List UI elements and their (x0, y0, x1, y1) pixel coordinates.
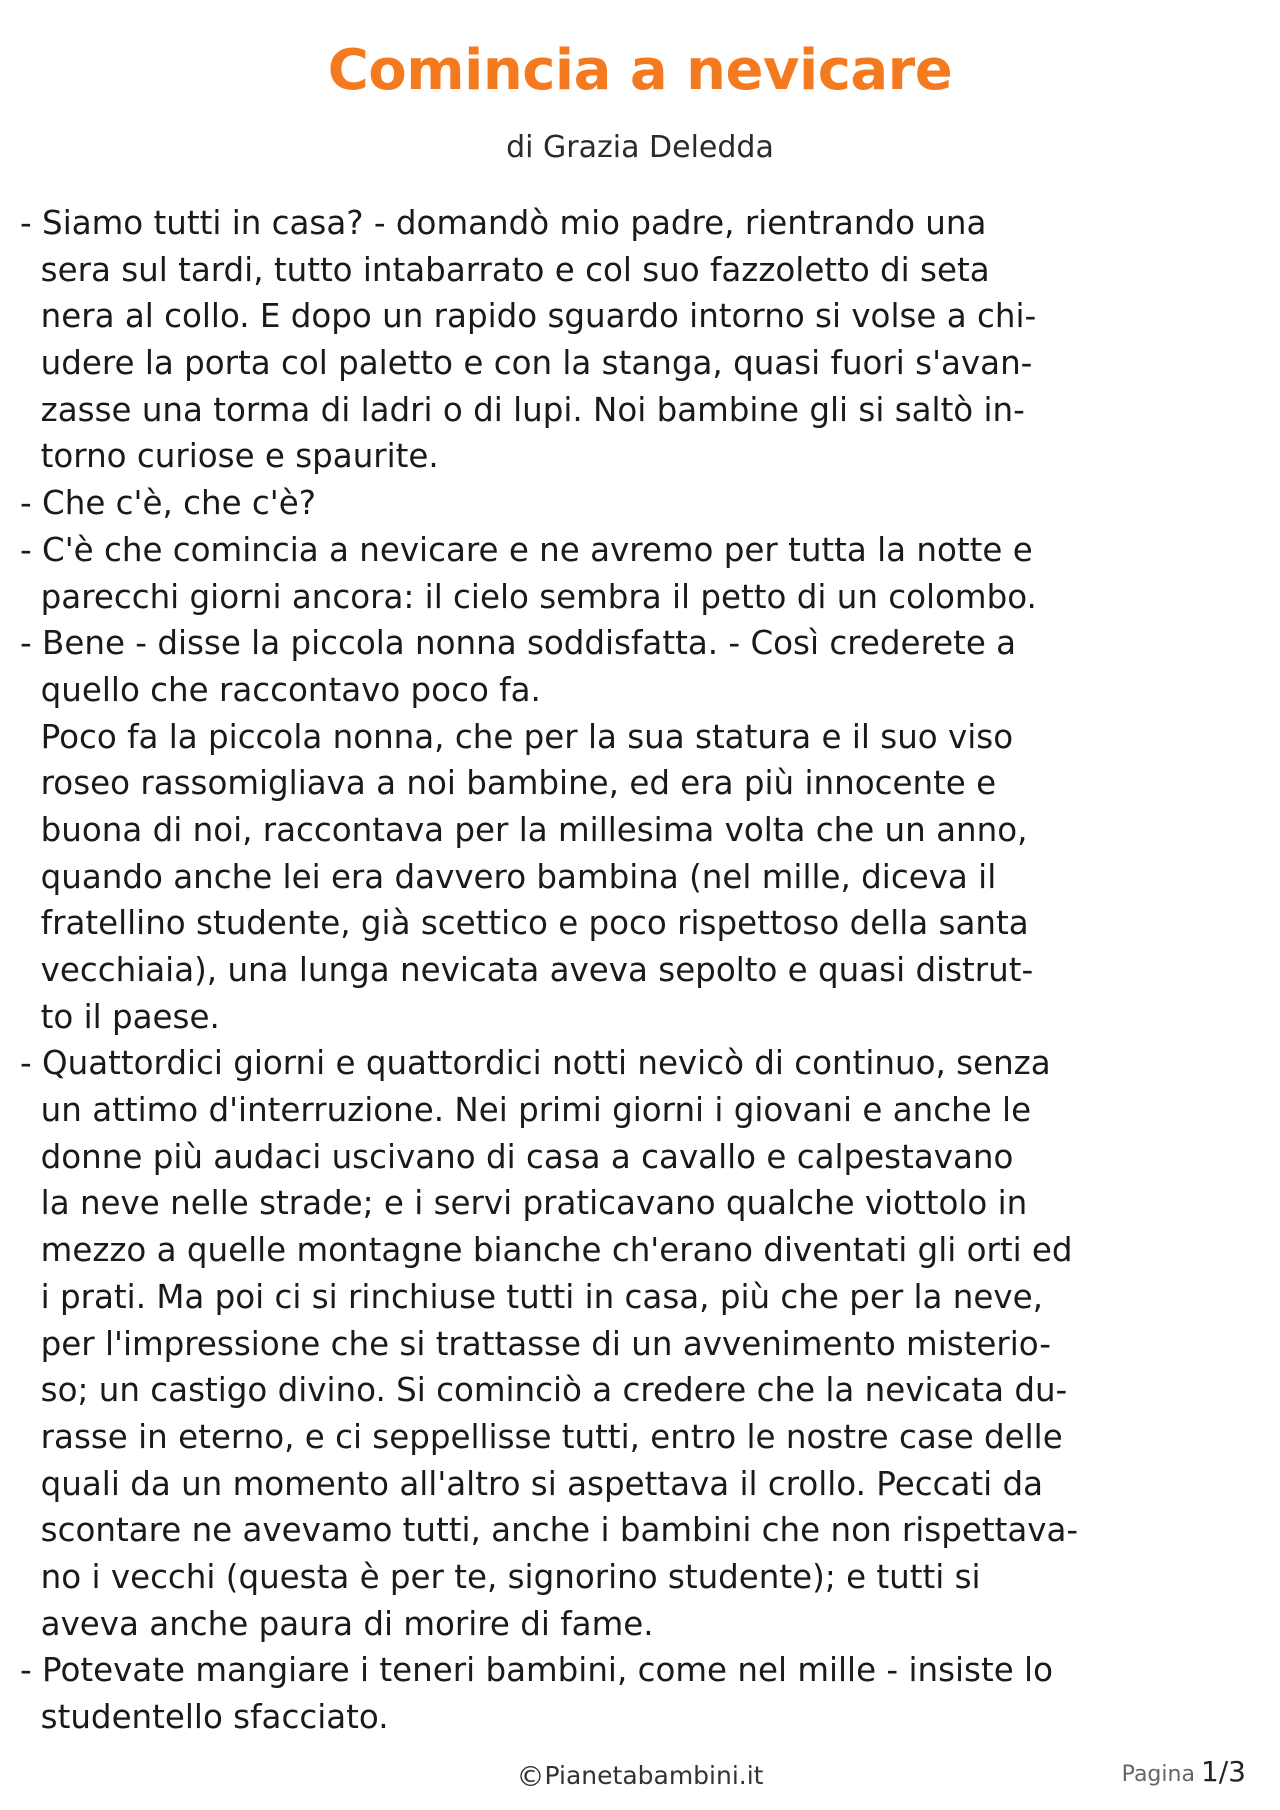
text-line: torno curiose e spaurite. (20, 437, 439, 476)
footer-brand (0, 1760, 1280, 1793)
text-line: - Che c'è, che c'è? (20, 484, 316, 523)
text-line: zasse una torma di ladri o di lupi. Noi bambine gli si saltò in- (20, 390, 1025, 429)
text-line: i prati. Ma poi ci si rinchiuse tutti in casa, più che per la neve, (20, 1277, 1043, 1316)
text-line: - Siamo tutti in casa? - domandò mio padre, rientrando una (20, 204, 987, 242)
text-line: scontare ne avevamo tutti, anche i bambini che non rispettava- (20, 1511, 1079, 1550)
author-line: di Grazia Deledda (506, 130, 774, 165)
text-line: quali da un momento all'altro si aspettava il crollo. Peccati da (20, 1464, 1044, 1503)
copyright-icon: © (516, 1760, 545, 1793)
text-line: - Bene - disse la piccola nonna soddisfatta. - Così crederete a (20, 624, 1017, 663)
page-number: 1/3 (1200, 1755, 1246, 1788)
text-line: no i vecchi (questa è per te, signorino studente); e tutti si (20, 1557, 981, 1596)
text-line: un attimo d'interruzione. Nei primi giorni i giovani e anche le (20, 1091, 1032, 1130)
page-label: Pagina (1121, 1762, 1195, 1787)
text-line: rasse in eterno, e ci seppellisse tutti, entro le nostre case delle (20, 1417, 1063, 1456)
text-line: quando anche lei era davvero bambina (nel mille, diceva il (20, 857, 997, 896)
text-line: quello che raccontavo poco fa. (20, 670, 541, 709)
text-line: fratellino studente, già scettico e poco rispettoso della santa (20, 904, 1029, 943)
text-line: buona di noi, raccontava per la millesima volta che un anno, (20, 810, 1028, 849)
text-line: donne più audaci uscivano di casa a cavallo e calpestavano (20, 1137, 1014, 1176)
brand-name: Pianetabambini.it (544, 1761, 764, 1790)
text-line: - Quattordici giorni e quattordici notti nevicò di continuo, senza (20, 1044, 1051, 1083)
page-title: Comincia a nevicare (327, 38, 953, 103)
text-line: udere la porta col paletto e con la stanga, quasi fuori s'avan- (20, 344, 1033, 383)
text-line: to il paese. (20, 997, 220, 1036)
text-line: parecchi giorni ancora: il cielo sembra il petto di un colombo. (20, 577, 1037, 616)
text-line: vecchiaia), una lunga nevicata aveva sepolto e quasi distrut- (20, 951, 1034, 989)
text-line: aveva anche paura di morire di fame. (20, 1604, 654, 1643)
text-line: sera sul tardi, tutto intabarrato e col suo fazzoletto di seta (20, 250, 990, 289)
text-line: nera al collo. E dopo un rapido sguardo intorno si volse a chi- (20, 297, 1037, 336)
text-line: roseo rassomigliava a noi bambine, ed era più innocente e (20, 764, 997, 803)
text-line: Poco fa la piccola nonna, che per la sua statura e il suo viso (20, 717, 1014, 756)
text-line: - C'è che comincia a nevicare e ne avremo per tutta la notte e (20, 530, 1033, 569)
text-line: per l'impressione che si trattasse di un avvenimento misterio- (20, 1324, 1052, 1363)
text-line: studentello sfacciato. (20, 1698, 389, 1736)
text-line: la neve nelle strade; e i servi praticavano qualche viottolo in (20, 1184, 1028, 1223)
story-text (20, 200, 1265, 1741)
text-line: - Potevate mangiare i teneri bambini, come nel mille - insiste lo (20, 1651, 1053, 1690)
page-indicator (1122, 1755, 1246, 1788)
text-line: so; un castigo divino. Si cominciò a credere che la nevicata du- (20, 1371, 1068, 1410)
text-line: mezzo a quelle montagne bianche ch'erano diventati gli orti ed (20, 1231, 1073, 1270)
